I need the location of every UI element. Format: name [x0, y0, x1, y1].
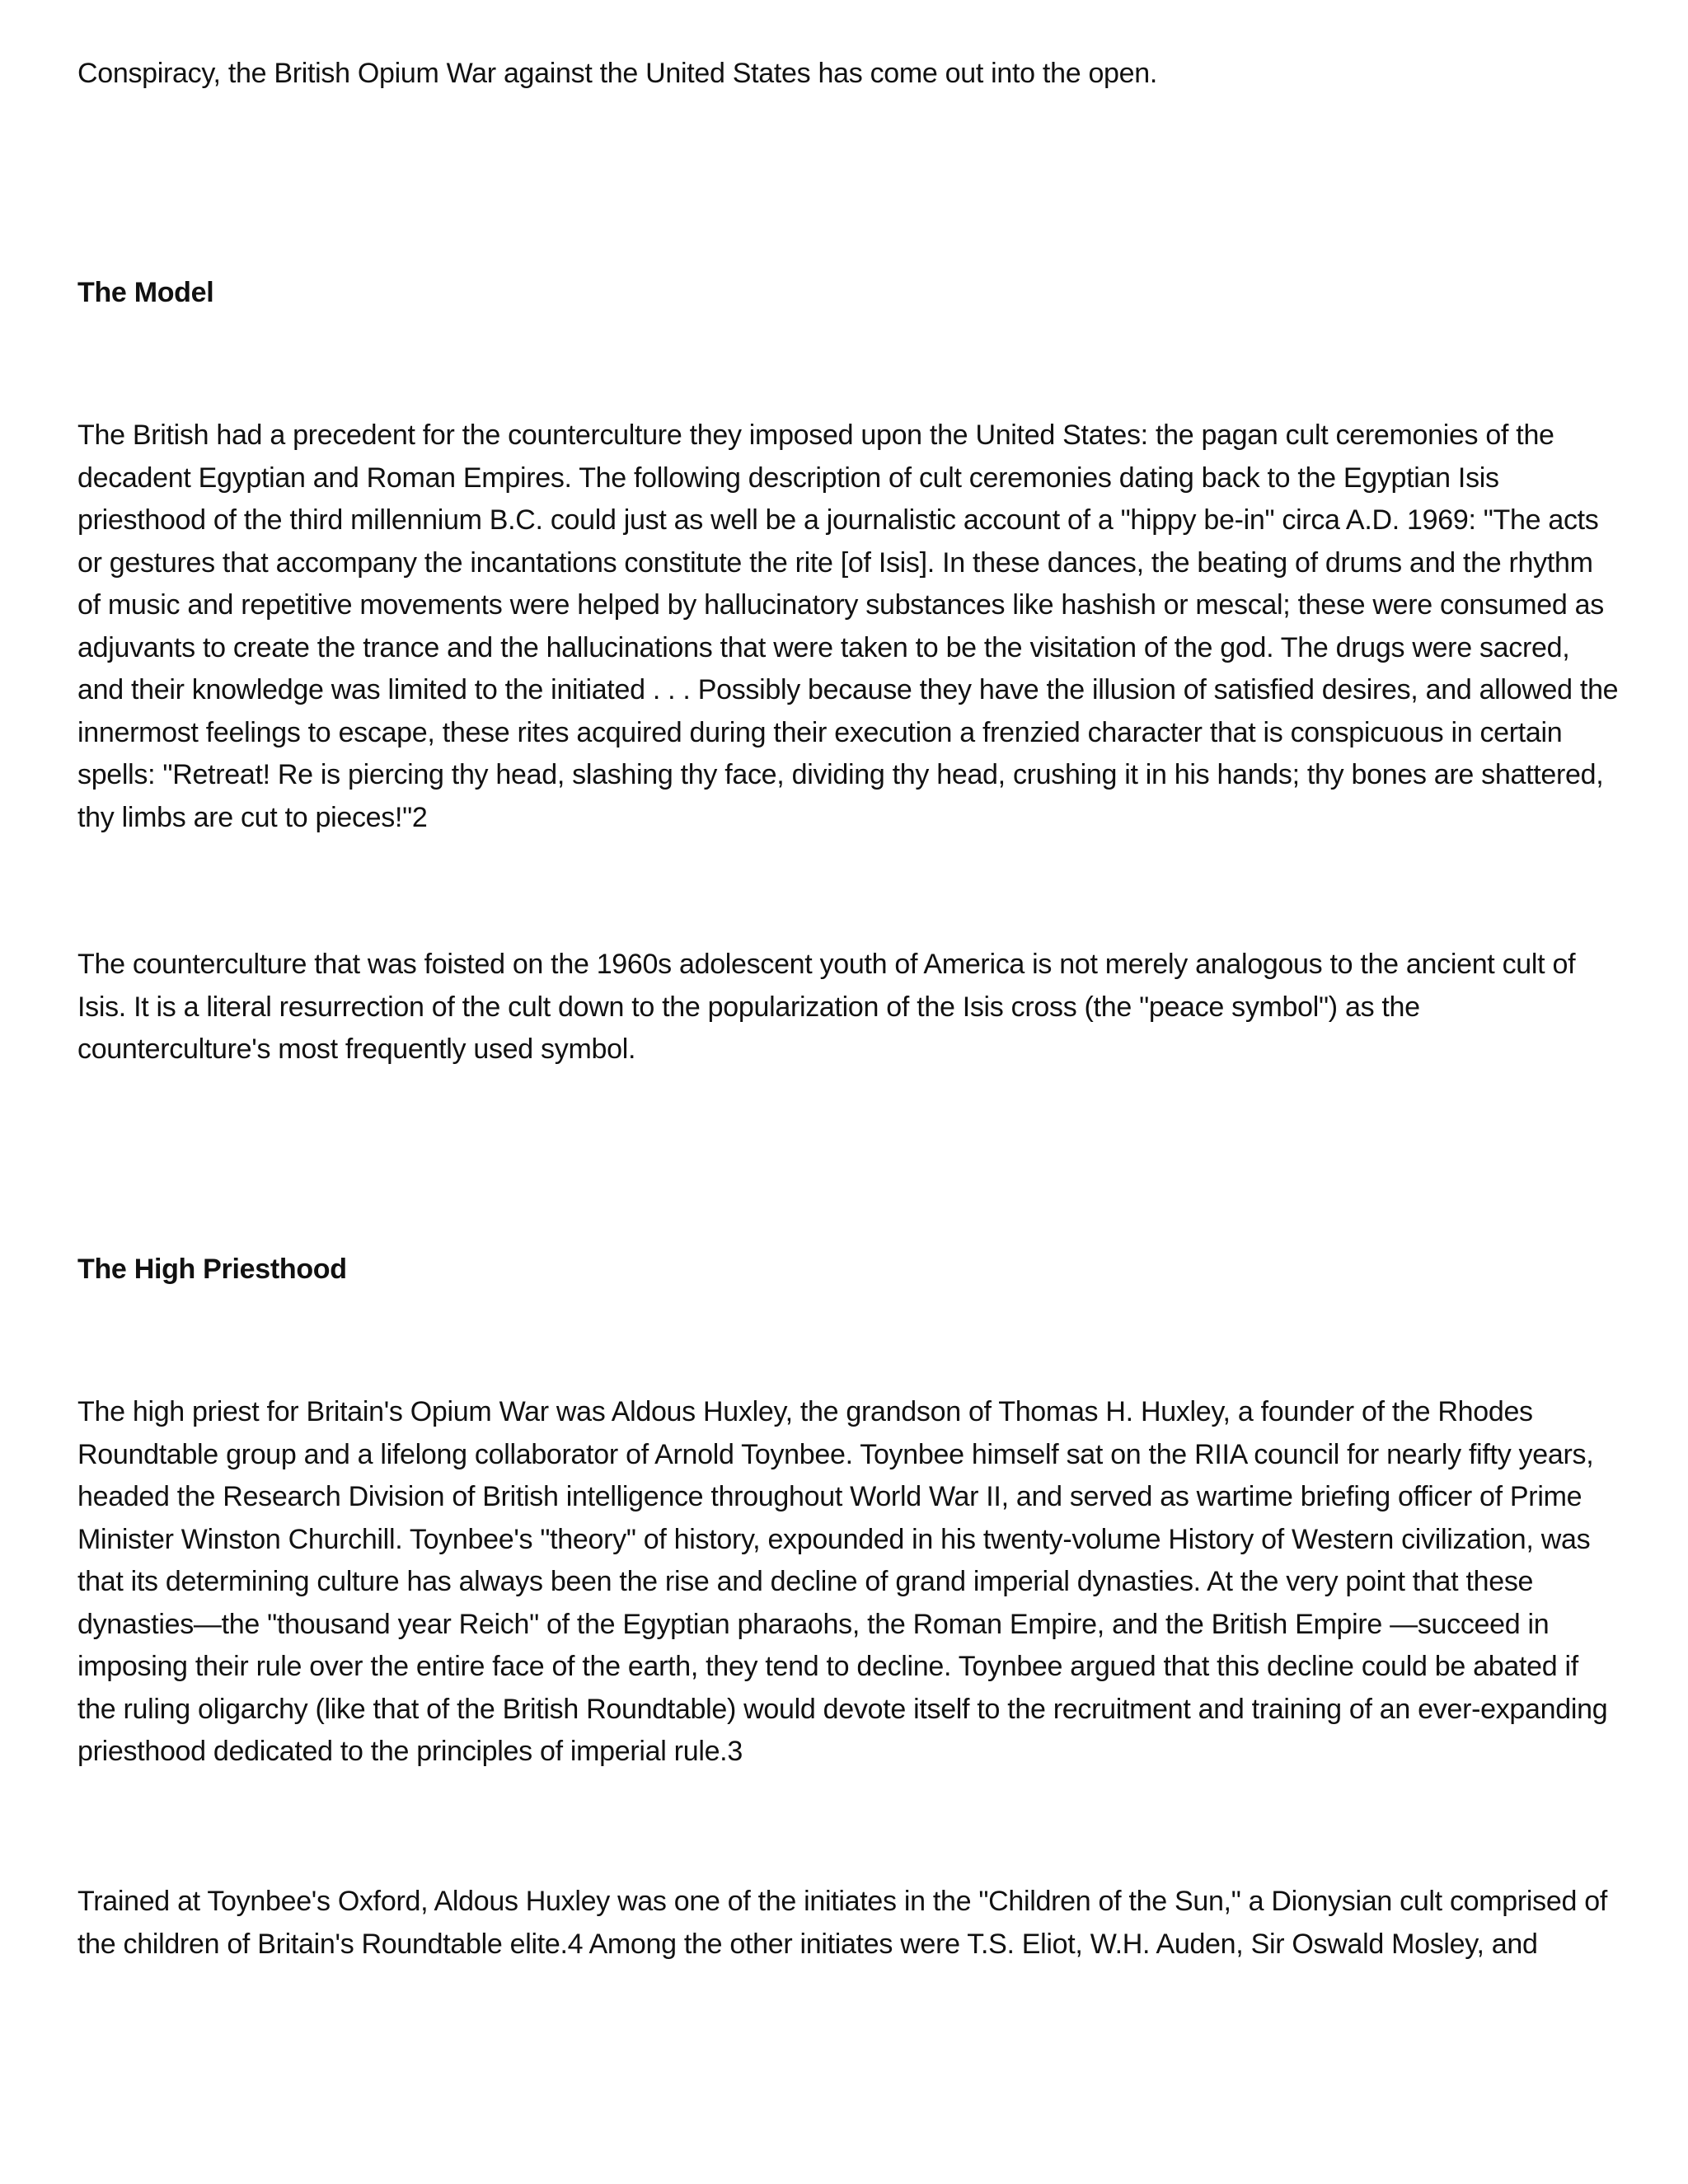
section-heading-the-high-priesthood: The High Priesthood: [77, 1254, 347, 1285]
paragraph-children-of-the-sun: Trained at Toynbee's Oxford, Aldous Huxley was one of the initiates in the "Children of the Sun," a Dionysian cult comprised of the children of Britain's Roundtable elite.4 Among the other initiates were T.S. Eliot, W.H. Auden, Sir Oswald Mosley, and: [77, 1886, 1608, 1960]
section-heading-the-model: The Model: [77, 277, 214, 308]
intro-line: Conspiracy, the British Opium War against the United States has come out into the open.: [77, 58, 1158, 89]
paragraph-isis-ceremonies: The British had a precedent for the counterculture they imposed upon the United States: the pagan cult ceremonies of the decadent Egyptian and Roman Empires. The following description of cult ceremonies dating back to the Egyptian Isis priesthood of the third millennium B.C. could just as well be a journalistic account of a "hippy be-in" circa A.D. 1969: "The acts or gestures that accompany the incantations constitute the rite [of Isis]. In these dances, the beating of drums and the rhythm of music and repetitive movements were helped by hallucinatory substances like hashish or mescal; these were consumed as adjuvants to create the trance and the hallucinations that were taken to be the visitation of the god. The drugs were sacred, and their knowledge was limited to the initiated . . . Possibly because they have the illusion of satisfied desires, and allowed the innermost feelings to escape, these rites acquired during their execution a frenzied character that is conspicuous in certain spells: "Retreat! Re is piercing thy head, slashing thy face, dividing thy head, crushing it in his hands; thy bones are shattered, thy limbs are cut to pieces!"2: [77, 419, 1619, 833]
paragraph-counterculture-isis: The counterculture that was foisted on the 1960s adolescent youth of America is not merely analogous to the ancient cult of Isis. It is a literal resurrection of the cult down to the popularization of the Isis cross (the "peace symbol") as the counterculture's most frequently used symbol.: [77, 949, 1576, 1065]
paragraph-huxley-toynbee: The high priest for Britain's Opium War was Aldous Huxley, the grandson of Thomas H. Huxley, a founder of the Rhodes Roundtable group and a lifelong collaborator of Arnold Toynbee. Toynbee himself sat on the RIIA council for nearly fifty years, headed the Research Division of British intelligence throughout World War II, and served as wartime briefing officer of Prime Minister Winston Churchill. Toynbee's "theory" of history, expounded in his twenty-volume History of Western civilization, was that its determining culture has always been the rise and decline of grand imperial dynasties. At the very point that these dynasties—the "thousand year Reich" of the Egyptian pharaohs, the Roman Empire, and the British Empire —succeed in imposing their rule over the entire face of the earth, they tend to decline. Toynbee argued that this decline could be abated if the ruling oligarchy (like that of the British Roundtable) would devote itself to the recruitment and training of an ever-expanding priesthood dedicated to the principles of imperial rule.3: [77, 1396, 1608, 1767]
